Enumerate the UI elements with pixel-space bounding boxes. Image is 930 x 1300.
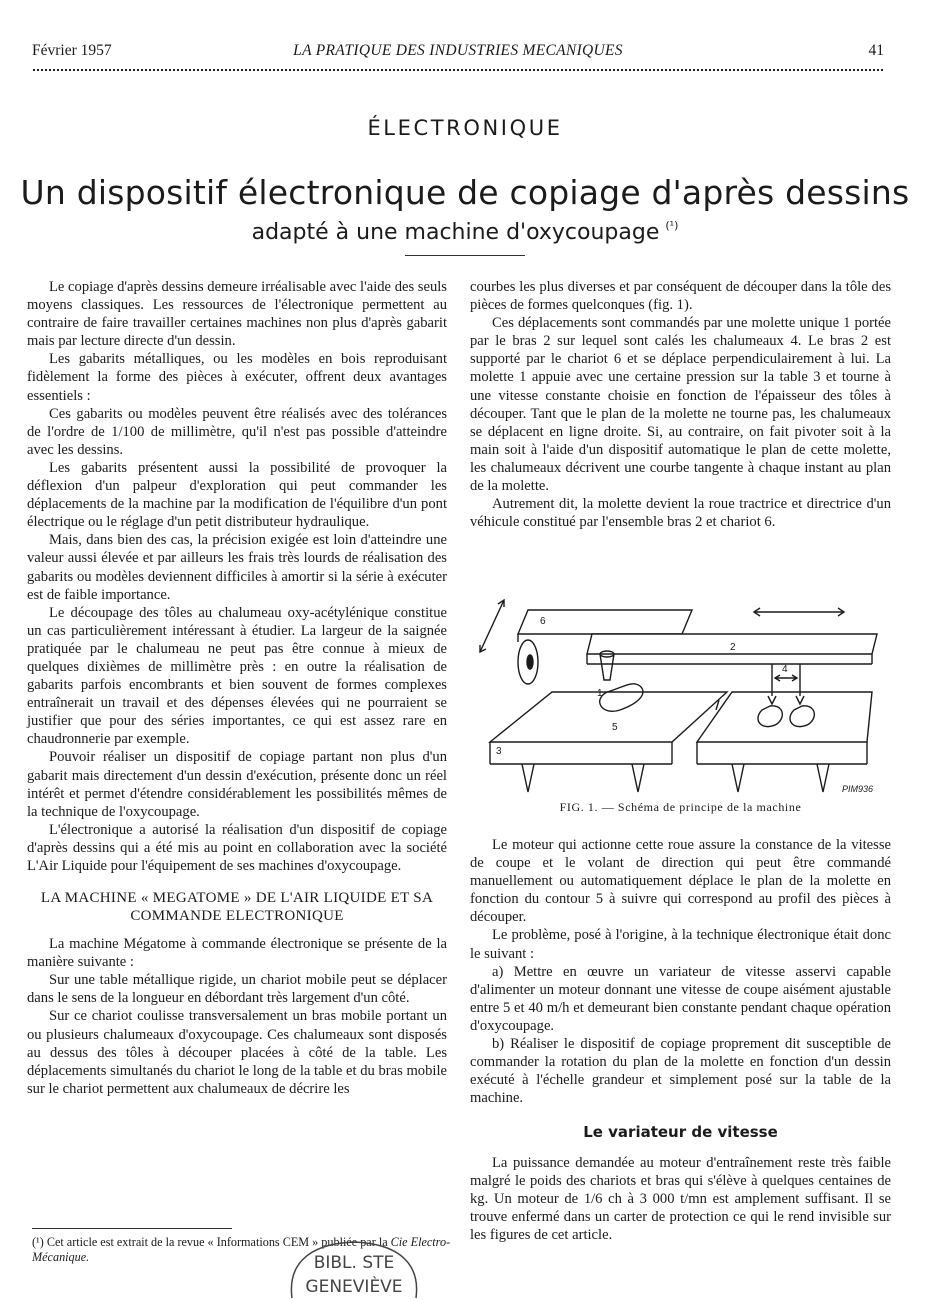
table-right [697, 692, 872, 742]
paragraph: La puissance demandée au moteur d'entraînement reste très faible malgré le poids des chariots et bras qui s'élève à quelques centaines de kg. Un moteur de 1/6 ch à 3 000 t/mn est amplement suffisant. Il se trouve enfermé dans un carter de protection ce qui le rend invisible sur les figures de cet article. [470, 1154, 891, 1243]
paragraph: L'électronique a autorisé la réalisation d'un dispositif de copiage d'après dessins qui a été mis au point en collaboration avec la société L'Air Liquide pour l'équipement de ses machines d'oxycoupage. [27, 821, 447, 874]
torch [600, 654, 614, 680]
issue-date: Février 1957 [32, 42, 112, 59]
table-left [490, 692, 727, 742]
article-subtitle [0, 219, 930, 245]
svg-text:GENEVIÈVE: GENEVIÈVE [305, 1277, 403, 1297]
table-leg [817, 764, 829, 792]
paragraph: Le problème, posé à l'origine, à la technique électronique était donc le suivant : [470, 927, 891, 962]
table-leg [632, 764, 644, 792]
page-number: 41 [868, 42, 884, 59]
paragraph: Le moteur qui actionne cette roue assure la constance de la vitesse de coupe et le volant de direction qui peut être commandé manuellement ou automatiquement déplace le plan de la molette en fonction du contour 5 à suivre qui correspond au profil des pièces à découper. [470, 837, 891, 926]
right-column-bottom [470, 836, 891, 1244]
footnote-mark: (¹) [32, 1235, 44, 1249]
paragraph: Autrement dit, la molette devient la roue tractrice et directrice d'un véhicule constitué par l'ensemble bras 2 et chariot 6. [470, 496, 891, 531]
article-title: Un dispositif électronique de copiage d'après dessins [20, 173, 910, 212]
figure-caption: FIG. 1. — Schéma de principe de la machine [559, 800, 802, 814]
paragraph: a) Mettre en œuvre un variateur de vitesse asservi capable d'alimenter un moteur donnant une vitesse de coupe aisément ajustable entre 5 et 40 m/h et demeurant bien constante pendant chaque opération d'oxycoupage. [470, 963, 891, 1034]
footnote-divider [32, 1228, 232, 1229]
paragraph: Pouvoir réaliser un dispositif de copiage partant non plus d'un gabarit mais directement d'un dessin d'exécution, présente donc un réel intérêt et permet d'étendre considérablement les possibilités mêmes de la technique de l'oxycoupage. [27, 749, 447, 820]
paragraph: Les gabarits présentent aussi la possibilité de provoquer la déflexion d'un palpeur d'exploration qui peut commander les déplacements de la machine par la modification de l'équilibre d'un pont électrique ou le réglage d'un petit distributeur hydraulique. [27, 459, 447, 531]
label-contour: 5 [612, 722, 618, 733]
subtitle-text: adapté à une machine d'oxycoupage [251, 220, 660, 245]
paragraph: Ces gabarits ou modèles peuvent être réalisés avec des tolérances de l'ordre de 1/100 de millimètre, qu'il n'est pas possible d'atteindre avec les dessins. [27, 405, 447, 458]
label-carriage: 6 [540, 616, 546, 627]
machine-diagram [472, 592, 892, 800]
section-subheading: Le variateur de vitesse [583, 1123, 778, 1142]
figure-code: PIM936 [842, 784, 874, 794]
journal-title: LA PRATIQUE DES INDUSTRIES MECANIQUES [293, 42, 623, 59]
motion-arrow-diagonal [480, 600, 504, 652]
label-torches: 4 [782, 664, 788, 675]
section-subheading: LA MACHINE « MEGATOME » DE L'AIR LIQUIDE ET SA COMMANDE ELECTRONIQUE [40, 890, 434, 925]
paragraph: Les gabarits métalliques, ou les modèles en bois reproduisant fidèlement la forme des pièces à exécuter, offrent deux avantages essentiels : [27, 351, 447, 404]
paragraph: b) Réaliser le dispositif de copiage proprement dit susceptible de commander la rotation du plan de la molette en fonction d'un dessin exécuté à l'échelle grandeur et simplement posé sur la table de la machine. [470, 1036, 891, 1107]
subtitle-footnote-mark: (¹) [665, 219, 679, 232]
paragraph: Sur ce chariot coulisse transversalement un bras mobile portant un ou plusieurs chalumeaux d'oxycoupage. Ces chalumeaux sont disposés au dessus des tôles à découper placées à côté de la table. Les déplacements simultanés du chariot le long de la table et du bras mobile sur le chariot permettent aux chalumeaux de décrire les [27, 1008, 447, 1097]
library-stamp [284, 1238, 424, 1300]
table-leg [732, 764, 744, 792]
table-leg [522, 764, 534, 792]
label-table: 3 [496, 746, 502, 757]
page-header [32, 42, 884, 64]
svg-text:BIBL. STE: BIBL. STE [313, 1253, 395, 1273]
right-column-top [470, 278, 891, 531]
paragraph: courbes les plus diverses et par conséquent de découper dans la tôle des pièces de formes quelconques (fig. 1). [470, 279, 891, 314]
paragraph: Le découpage des tôles au chalumeau oxy-acétylénique constitue un cas particulièrement intéressant à étudier. La largeur de la saignée pratiquée par le chalumeau ne peut pas être connue à mieux de quelques dixièmes de millimètre près : en outre la réalisation de gabarits parfois encombrants et bien souvent de formes complexes entraînerait un travail et des dépenses élevées qui ne pourraient se justifier que pour des séries importantes, ce qui est assez rare en chaudronnerie par exemple. [27, 604, 447, 748]
left-column [27, 278, 447, 1098]
label-wheel: 1 [597, 688, 603, 699]
title-divider [405, 255, 525, 256]
paragraph: Mais, dans bien des cas, la précision exigée est loin d'atteindre une valeur aussi élevée et par ailleurs les frais très lourds de réalisation des gabarits ou modèles deviennent difficiles à amortir si la série à exécuter est de faible importance. [27, 532, 447, 603]
label-arm: 2 [730, 642, 736, 653]
paragraph: Ces déplacements sont commandés par une molette unique 1 portée par le bras 2 sur lequel sont calés les chalumeaux 4. Le bras 2 est supporté par le chariot 6 et se déplace perpendiculairement à lui. La molette 1 appuie avec une certaine pression sur la table 3 et tourne à une vitesse constante choisie en fonction de l'épaisseur des tôles à découper. Tant que le plan de la molette ne tourne pas, les chalumeaux se déplacent en ligne droite. Si, au contraire, on fait pivoter soit à la main soit à l'aide d'un dispositif automatique le plan de cette molette, les chalumeaux décrivent une courbe tangente à chaque instant au plan de la molette. [470, 315, 891, 495]
paragraph: Le copiage d'après dessins demeure irréalisable avec l'aide des seuls moyens classiques. Les ressources de l'électronique permettent au contraire de faire travailler certaines machines non plus d'après gabarit mais par lecture directe d'un dessin. [27, 279, 447, 350]
paragraph: Sur une table métallique rigide, un chariot mobile peut se déplacer dans le sens de la longueur en débordant très largement d'un côté. [27, 972, 447, 1007]
footnote-text: Cet article est extrait de la revue « Informations CEM » publiée par la [46, 1235, 388, 1249]
paragraph: La machine Mégatome à commande électronique se présente de la manière suivante : [27, 936, 447, 971]
section-heading: ÉLECTRONIQUE [367, 116, 563, 140]
dotted-rule [32, 68, 884, 72]
footnote-company: Cie Electro-Mécanique. [32, 1235, 451, 1264]
